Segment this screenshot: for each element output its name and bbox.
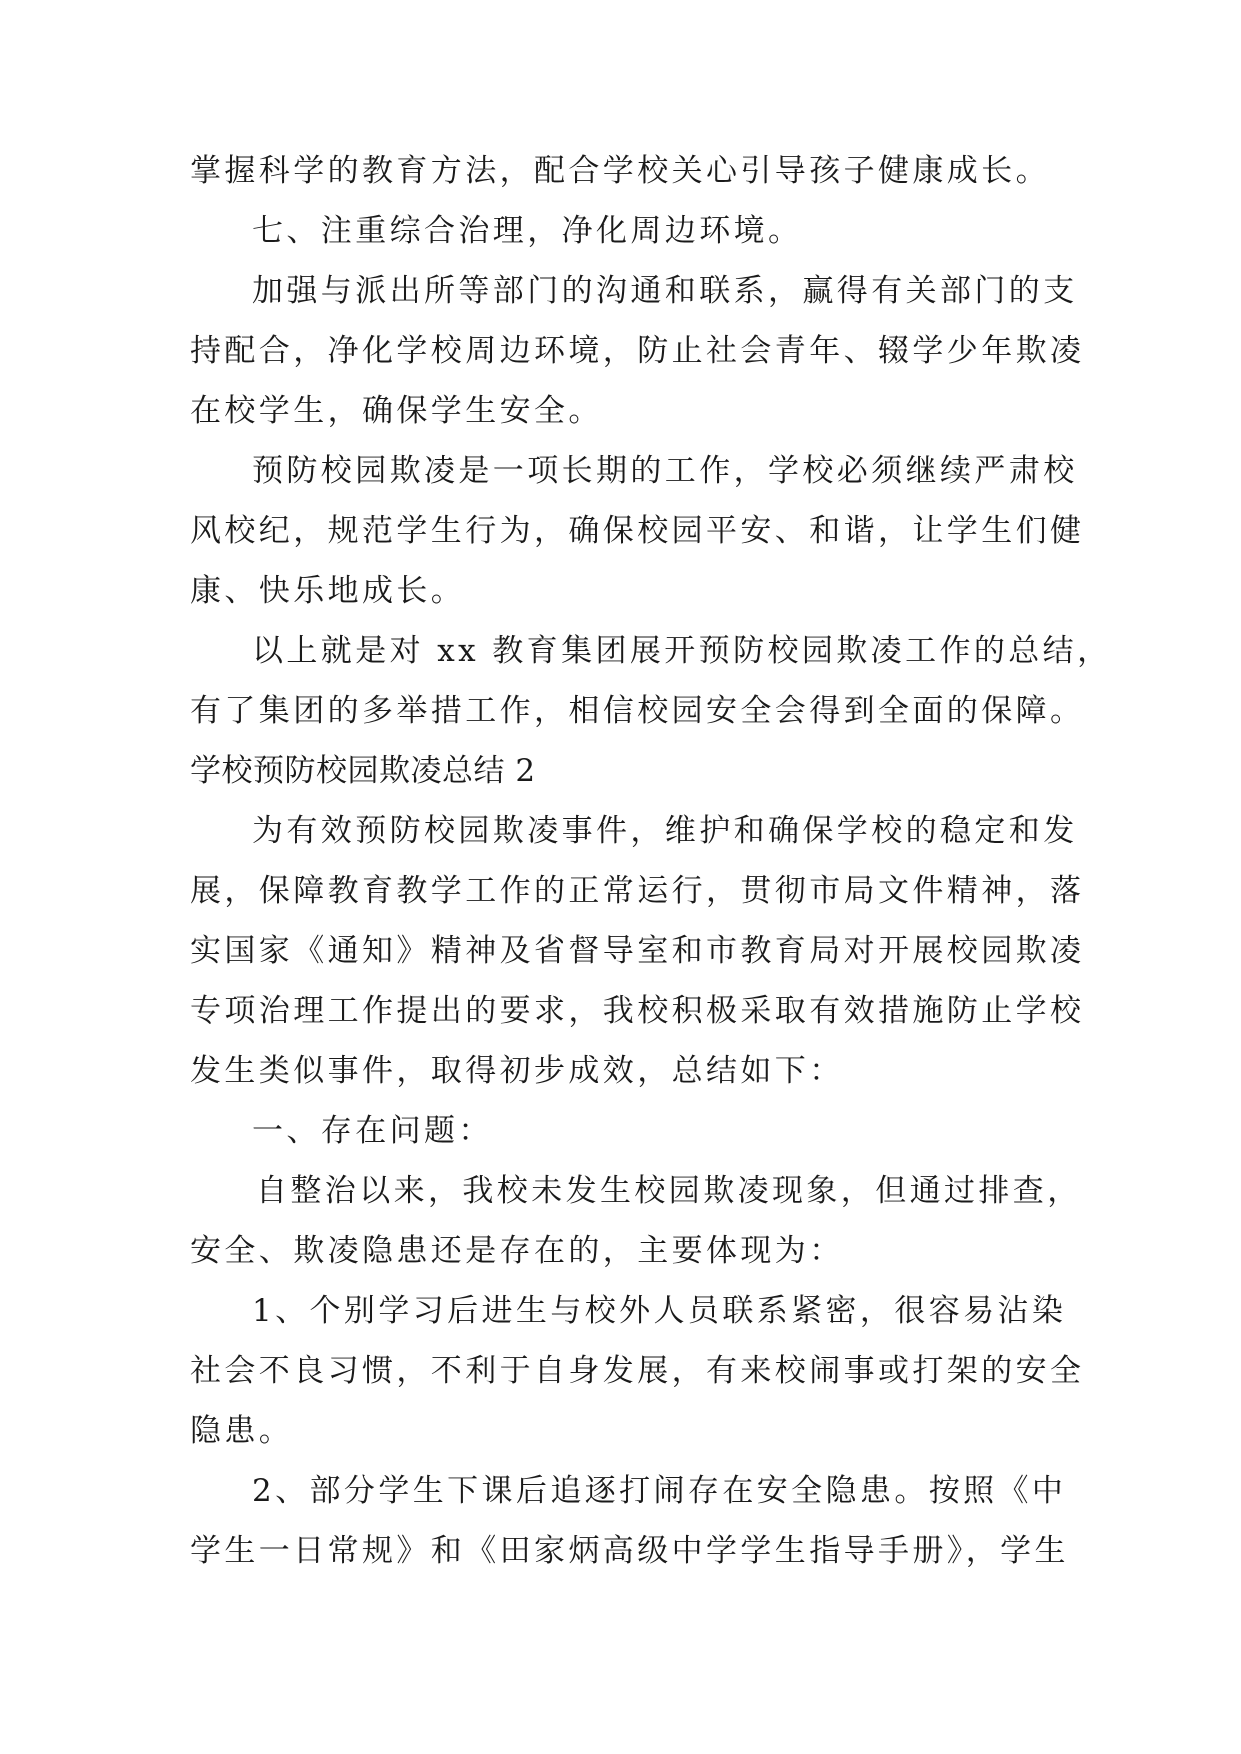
text-line: 掌握科学的教育方法，配合学校关心引导孩子健康成长。 [190, 153, 1050, 189]
text-line: 安全、欺凌隐患还是存在的，主要体现为： [190, 1233, 844, 1269]
text-line: 有了集团的多举措工作，相信校园安全会得到全面的保障。 [190, 693, 1085, 729]
text-line: 发生类似事件，取得初步成效，总结如下： [190, 1053, 844, 1089]
paragraph-start: 预防校园欺凌是一项长期的工作，学校必须继续严肃校 [252, 453, 1078, 489]
text-line: 在校学生，确保学生安全。 [190, 393, 603, 429]
paragraph-start: 自整治以来，我校未发生校园欺凌现象，但通过排查， [256, 1173, 1082, 1209]
paragraph-start: 2、部分学生下课后追逐打闹存在安全隐患。按照《中 [252, 1473, 1067, 1509]
section-heading: 七、注重综合治理，净化周边环境。 [252, 213, 803, 249]
text-line: 康、快乐地成长。 [190, 573, 466, 609]
text-line: 隐患。 [190, 1413, 294, 1449]
paragraph-start: 以上就是对 xx 教育集团展开预防校园欺凌工作的总结， [252, 633, 1112, 669]
text-line: 持配合，净化学校周边环境，防止社会青年、辍学少年欺凌 [190, 333, 1085, 369]
text-line: 实国家《通知》精神及省督导室和市教育局对开展校园欺凌 [190, 933, 1085, 969]
paragraph-start: 为有效预防校园欺凌事件，维护和确保学校的稳定和发 [252, 813, 1078, 849]
paragraph-start: 1、个别学习后进生与校外人员联系紧密，很容易沾染 [252, 1293, 1067, 1329]
text-line: 专项治理工作提出的要求，我校积极采取有效措施防止学校 [190, 993, 1085, 1029]
text-line: 社会不良习惯，不利于自身发展，有来校闹事或打架的安全 [190, 1353, 1085, 1389]
paragraph-start: 加强与派出所等部门的沟通和联系，赢得有关部门的支 [252, 273, 1078, 309]
text-line: 风校纪，规范学生行为，确保校园平安、和谐，让学生们健 [190, 513, 1085, 549]
document-title: 学校预防校园欺凌总结 2 [190, 753, 536, 789]
text-line: 展，保障教育教学工作的正常运行，贯彻市局文件精神，落 [190, 873, 1085, 909]
section-heading: 一、存在问题： [252, 1113, 493, 1149]
text-line: 学生一日常规》和《田家炳高级中学学生指导手册》，学生 [190, 1533, 1069, 1569]
